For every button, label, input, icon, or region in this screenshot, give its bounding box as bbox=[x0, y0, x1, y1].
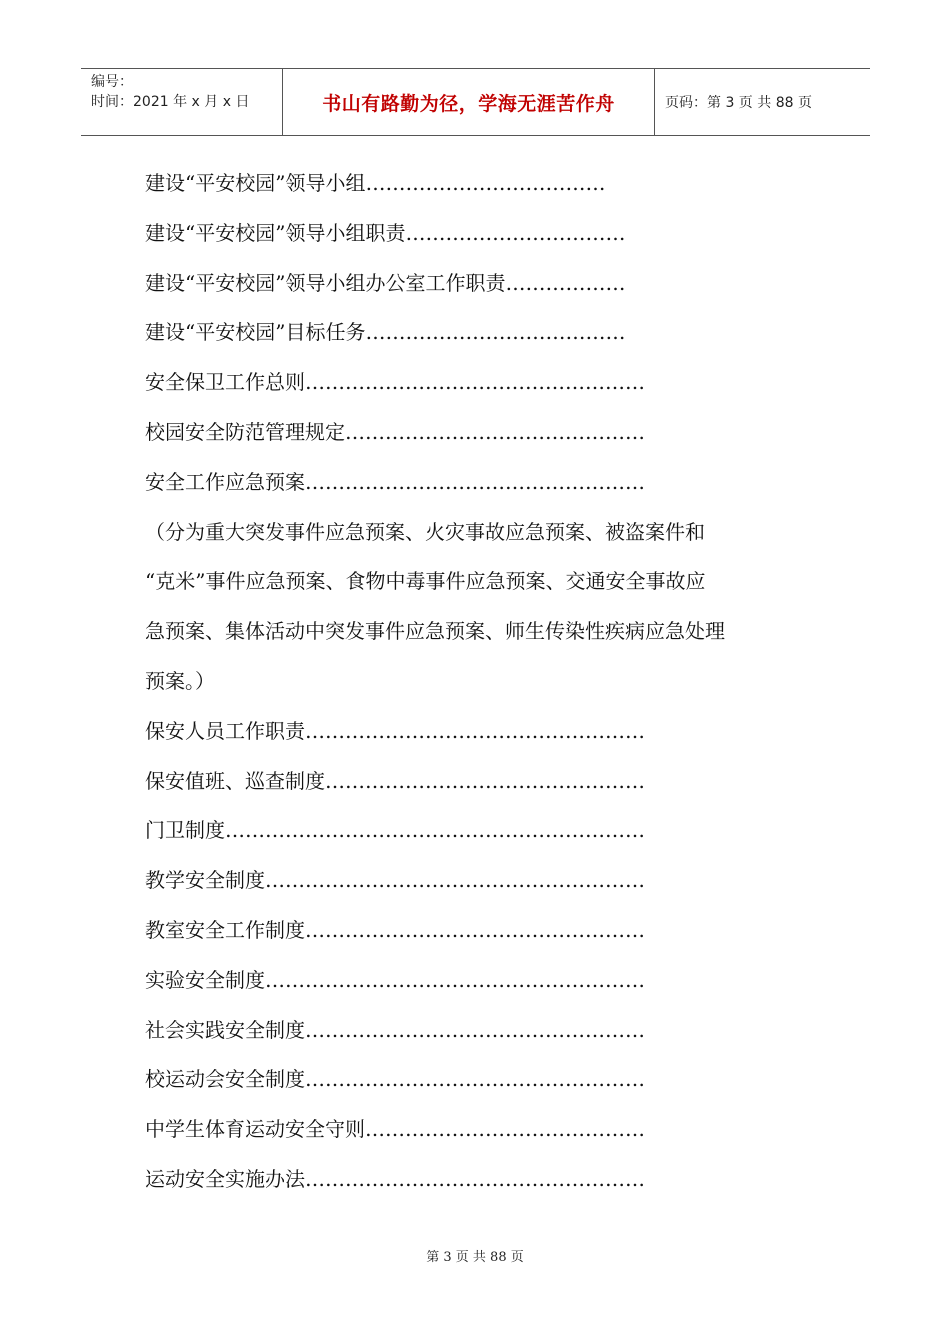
header-motto: 书山有路勤为径，学海无涯苦作舟 bbox=[282, 69, 655, 135]
page-header bbox=[81, 68, 870, 136]
toc-line: 中学生体育运动安全守则…………………………………… bbox=[145, 1117, 645, 1142]
toc-line: 安全保卫工作总则…………………………………………… bbox=[145, 370, 645, 395]
toc-note-line: “克米”事件应急预案、食物中毒事件应急预案、交通安全事故应 bbox=[145, 569, 706, 594]
toc-note-line: 急预案、集体活动中突发事件应急预案、师生传染性疾病应急处理 bbox=[145, 619, 725, 644]
page-footer: 第 3 页 共 88 页 bbox=[426, 1250, 524, 1265]
toc-line: 建设“平安校园”领导小组……………………………… bbox=[145, 171, 606, 195]
header-page-info: 页码：第 3 页 共 88 页 bbox=[665, 95, 812, 111]
toc-line: 社会实践安全制度…………………………………………… bbox=[145, 1017, 645, 1042]
toc-line: 教室安全工作制度…………………………………………… bbox=[145, 917, 645, 942]
document-number-label: 编号： bbox=[91, 74, 133, 90]
toc-line: 实验安全制度………………………………………………… bbox=[145, 967, 645, 992]
toc-line: 建设“平安校园”领导小组办公室工作职责……………… bbox=[145, 270, 626, 295]
toc-line: 运动安全实施办法…………………………………………… bbox=[145, 1166, 645, 1191]
toc-line: 建设“平安校园”目标任务………………………………… bbox=[145, 320, 626, 345]
header-meta bbox=[81, 69, 282, 135]
toc-line: 保安人员工作职责…………………………………………… bbox=[145, 718, 645, 743]
toc-note-line: （分为重大突发事件应急预案、火灾事故应急预案、被盗案件和 bbox=[145, 519, 705, 544]
toc-line: 教学安全制度………………………………………………… bbox=[145, 868, 645, 893]
document-date-label: 时间：2021 年 x 月 x 日 bbox=[91, 94, 250, 110]
toc-line: 校园安全防范管理规定……………………………………… bbox=[145, 419, 645, 444]
toc-line: 安全工作应急预案…………………………………………… bbox=[145, 469, 645, 494]
toc-note-line: 预案。） bbox=[145, 668, 215, 693]
toc-line: 建设“平安校园”领导小组职责…………………………… bbox=[145, 220, 626, 245]
toc-line: 门卫制度……………………………………………………… bbox=[145, 818, 645, 843]
toc-line: 保安值班、巡查制度………………………………………… bbox=[145, 768, 645, 793]
table-of-contents bbox=[145, 159, 825, 1205]
toc-line: 校运动会安全制度…………………………………………… bbox=[145, 1067, 645, 1092]
